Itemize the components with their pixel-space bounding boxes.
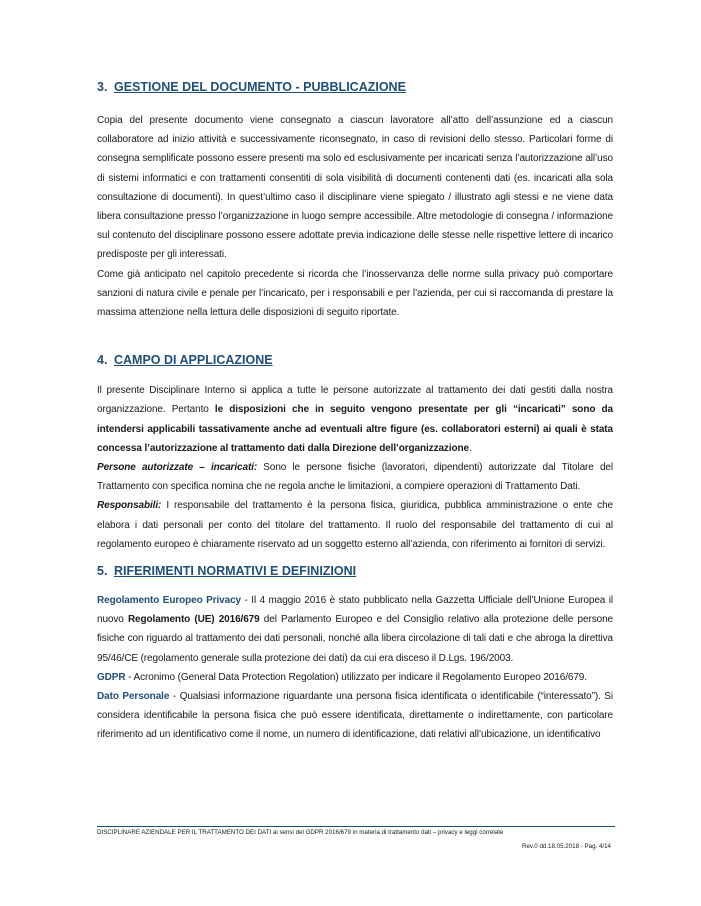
footer-document-title: DISCIPLINARE AZIENDALE PER IL TRATTAMENTO DEI DATI ai sensi del GDPR 2016/679 in materia di trattamento dati – privacy e leggi correlate xyxy=(97,829,504,836)
section-3-paragraph-2: Come già anticipato nel capitolo precedente si ricorda che l’inosservanza delle norme sulla privacy può comportare sanzioni di natura civile e penale per l’incaricato, per i responsabili e per l’azienda, per cui si raccomanda di prestare la massima attenzione nella lettura delle disposizioni di seguito riportate. xyxy=(97,268,613,319)
section-4-p2-text: Sono le persone fisiche (lavoratori, dipendenti) autorizzate dal Titolare del Trattamento con specifica nomina che ne regola anche le limitazioni, a compiere operazioni di Trattamento Dati. xyxy=(97,462,613,493)
footer-revision-page: Rev.0 dd.18.05.2018 - Pag. 4/14 xyxy=(522,843,611,850)
section-5-p1-bold: Regolamento (UE) 2016/679 xyxy=(127,614,260,626)
section-5-paragraph-2 xyxy=(97,668,613,687)
section-5-p1-text-c: del Parlamento Europeo e del Consiglio relativo alla protezione delle persone fisiche con riguardo al trattamento dei dati personali, nonché alla libera circolazione di tali dati e che abroga la direttiva 95/46/CE (regolamento generale sulla protezione dei dati) da cui era disceso il D.Lgs. 196/2003. xyxy=(97,614,613,664)
term-dato-personale: Dato Personale xyxy=(97,691,170,703)
section-5-paragraph-3 xyxy=(97,687,613,745)
section-3-title: GESTIONE DEL DOCUMENTO - PUBBLICAZIONE xyxy=(114,80,406,94)
section-4-paragraph-2 xyxy=(97,458,613,496)
page-content xyxy=(97,80,613,745)
section-4-heading xyxy=(97,353,613,367)
section-4-p1-text: Il presente Disciplinare Interno si applica a tutte le persone autorizzate al trattamento dei dati gestiti dalla nostra organizzazione. Pertanto xyxy=(97,385,613,416)
section-3-heading xyxy=(97,80,613,94)
section-4-paragraph-1 xyxy=(97,381,613,458)
section-4-p1-end: . xyxy=(469,442,472,454)
section-5-heading xyxy=(97,564,613,578)
section-5-p2-text: - Acronimo (General Data Protection Regolation) utilizzato per indicare il Regolamento Europeo 2016/679. xyxy=(125,671,587,683)
term-gdpr: GDPR xyxy=(97,671,126,683)
section-5-title: RIFERIMENTI NORMATIVI E DEFINIZIONI xyxy=(114,564,357,579)
section-3-number: 3. xyxy=(97,80,108,94)
term-responsabili: Responsabili: xyxy=(97,500,162,512)
section-5-paragraph-1 xyxy=(97,591,613,668)
section-4-title: CAMPO DI APPLICAZIONE xyxy=(114,353,273,368)
term-persone-autorizzate: Persone autorizzate – incaricati: xyxy=(97,462,258,474)
section-3-paragraph-1: Copia del presente documento viene consegnato a ciascun lavoratore all’atto dell’assunzione ed a ciascun collaboratore ad inizio attività e successivamente riconsegnato, in caso di revisioni dello stesso. Particolari forme di consegna semplificate possono essere presenti ma solo ed esclusivamente per incaricati senza l’autorizzazione all’uso di sistemi informatici e con trattamenti consentiti di sola visibilità di documenti contenenti dati (es. incaricati alla sola consultazione di documenti). In quest’ultimo caso il disciplinare viene spiegato / illustrato agli stessi e ne viene data libera consultazione presso l’organizzazione in luogo sempre accessibile. Altre metodologie di consegna / informazione sul contenuto del disciplinare possono essere adottate previa indicazione delle stesse nelle rispettive lettere di incarico predisposte per gli interessati. xyxy=(97,115,613,261)
section-5-number: 5. xyxy=(97,564,108,579)
section-5-p1-text-a: - Il 4 maggio 2016 è stato pubblicato nella Gazzetta Ufficiale dell’Unione Europea il nuovo xyxy=(97,595,614,626)
term-regolamento-europeo: Regolamento Europeo Privacy xyxy=(97,595,242,607)
section-4-p1-bold: le disposizioni che in seguito vengono presentate per gli “incaricati” sono da intendersi applicabili tassativamente anche ad eventuali altre figure (es. collaboratori esterni) ai quali è stata concessa l’autorizzazione al trattamento dati dalla Direzione dell’organizzazione xyxy=(97,404,613,454)
footer-divider xyxy=(97,826,615,827)
section-4-paragraph-3 xyxy=(97,496,613,554)
section-4-number: 4. xyxy=(97,353,108,368)
section-4-p3-text: I responsabile del trattamento è la persona fisica, giuridica, pubblica amministrazione o ente che elabora i dati personali per conto del titolare del trattamento. Il ruolo del responsabile del trattamento di cui al regolamento europeo è chiaramente riservato ad un soggetto esterno all’azienda, con riferimento ai fornitori di servizi. xyxy=(97,500,613,550)
section-5-p3-text: - Qualsiasi informazione riguardante una persona fisica identificata o identificabile (“interessato”). Si considera identificabile la persona fisica che può essere identificata, direttamente o indirettamente, con particolare riferimento ad un identificativo come il nome, un numero di identificazione, dati relativi all’ubicazione, un identificativo xyxy=(97,691,613,741)
